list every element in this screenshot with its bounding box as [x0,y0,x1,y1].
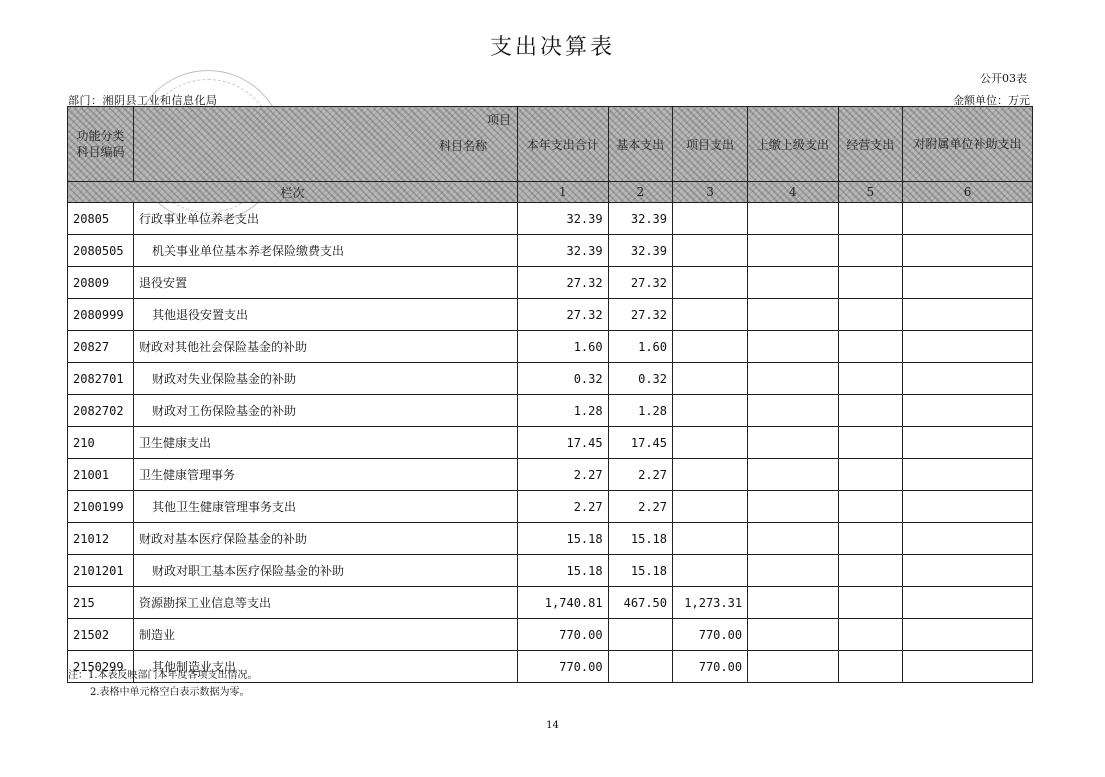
row-total: 2.27 [518,459,609,491]
row-name: 其他制造业支出 [134,651,518,683]
header-item: 项目 [486,113,511,127]
header-subject [134,107,518,182]
row-subsidy [903,203,1033,235]
row-code: 2100199 [68,491,134,523]
row-upper [748,363,839,395]
header-business: 经营支出 [838,107,902,182]
header-subsidy: 对附属单位补助支出 [903,107,1033,182]
row-upper [748,651,839,683]
col-num-2: 2 [608,182,672,203]
table-notes [68,667,258,701]
row-project [673,459,748,491]
row-business [838,267,902,299]
row-subsidy [903,555,1033,587]
row-upper [748,555,839,587]
table-row [68,523,1033,555]
row-project [673,555,748,587]
row-code: 21001 [68,459,134,491]
row-code: 215 [68,587,134,619]
header-total: 本年支出合计 [518,107,609,182]
row-subsidy [903,491,1033,523]
row-basic: 15.18 [608,523,672,555]
table-row [68,459,1033,491]
row-project [673,203,748,235]
row-business [838,331,902,363]
row-total: 1.60 [518,331,609,363]
row-upper [748,587,839,619]
row-total: 15.18 [518,555,609,587]
header-subject-name: 科目名称 [438,139,487,153]
row-project [673,523,748,555]
row-project: 770.00 [673,619,748,651]
page-number: 14 [546,720,559,731]
row-upper [748,235,839,267]
row-business [838,235,902,267]
table-row [68,363,1033,395]
row-basic: 1.60 [608,331,672,363]
row-upper [748,619,839,651]
row-code: 21012 [68,523,134,555]
row-code: 20809 [68,267,134,299]
form-number: 公开03表 [980,72,1027,85]
row-upper [748,491,839,523]
row-code: 2082701 [68,363,134,395]
row-business [838,555,902,587]
row-basic: 32.39 [608,235,672,267]
table-row [68,619,1033,651]
row-basic: 27.32 [608,299,672,331]
row-basic: 27.32 [608,267,672,299]
row-subsidy [903,363,1033,395]
row-upper [748,203,839,235]
row-subsidy [903,331,1033,363]
row-name: 卫生健康管理事务 [134,459,518,491]
row-upper [748,267,839,299]
header-row-label: 栏次 [68,182,518,203]
department-label: 部门：湘阴县工业和信息化局 [68,94,218,107]
row-business [838,395,902,427]
row-subsidy [903,651,1033,683]
row-code: 2082702 [68,395,134,427]
row-upper [748,427,839,459]
row-upper [748,331,839,363]
row-subsidy [903,235,1033,267]
header-project: 项目支出 [673,107,748,182]
row-business [838,523,902,555]
row-total: 0.32 [518,363,609,395]
row-code: 2150299 [68,651,134,683]
row-subsidy [903,587,1033,619]
row-subsidy [903,619,1033,651]
row-code: 20805 [68,203,134,235]
note-2: 2.表格中单元格空白表示数据为零。 [90,687,250,698]
row-total: 2.27 [518,491,609,523]
row-basic: 467.50 [608,587,672,619]
row-project [673,267,748,299]
row-project [673,299,748,331]
row-total: 32.39 [518,203,609,235]
row-total: 1.28 [518,395,609,427]
col-num-3: 3 [673,182,748,203]
row-total: 27.32 [518,267,609,299]
row-code: 210 [68,427,134,459]
row-total: 1,740.81 [518,587,609,619]
row-code: 2080999 [68,299,134,331]
row-business [838,363,902,395]
row-upper [748,459,839,491]
row-project: 1,273.31 [673,587,748,619]
row-basic: 17.45 [608,427,672,459]
row-subsidy [903,459,1033,491]
row-basic [608,619,672,651]
row-name: 退役安置 [134,267,518,299]
table-row [68,427,1033,459]
row-basic: 2.27 [608,491,672,523]
row-business [838,203,902,235]
amount-unit: 金额单位：万元 [953,94,1030,107]
row-total: 27.32 [518,299,609,331]
row-subsidy [903,299,1033,331]
row-name: 财政对职工基本医疗保险基金的补助 [134,555,518,587]
row-business [838,619,902,651]
row-total: 17.45 [518,427,609,459]
row-business [838,427,902,459]
row-name: 财政对工伤保险基金的补助 [134,395,518,427]
table-row [68,555,1033,587]
row-name: 制造业 [134,619,518,651]
table-row [68,267,1033,299]
expenditure-table [67,106,1033,683]
row-code: 2080505 [68,235,134,267]
page-title: 支出决算表 [489,35,615,60]
row-name: 财政对其他社会保险基金的补助 [134,331,518,363]
row-basic: 0.32 [608,363,672,395]
row-code: 20827 [68,331,134,363]
table-row [68,491,1033,523]
row-project [673,427,748,459]
row-total: 770.00 [518,651,609,683]
row-basic: 2.27 [608,459,672,491]
row-project: 770.00 [673,651,748,683]
col-num-1: 1 [518,182,609,203]
row-basic [608,651,672,683]
row-name: 卫生健康支出 [134,427,518,459]
table-row [68,395,1033,427]
row-upper [748,395,839,427]
row-name: 财政对失业保险基金的补助 [134,363,518,395]
table-row [68,203,1033,235]
row-basic: 15.18 [608,555,672,587]
header-upper: 上缴上级支出 [748,107,839,182]
row-subsidy [903,523,1033,555]
row-project [673,235,748,267]
col-num-5: 5 [838,182,902,203]
row-subsidy [903,427,1033,459]
row-project [673,331,748,363]
row-total: 770.00 [518,619,609,651]
col-num-4: 4 [748,182,839,203]
row-name: 机关事业单位基本养老保险缴费支出 [134,235,518,267]
row-business [838,459,902,491]
row-name: 其他卫生健康管理事务支出 [134,491,518,523]
row-business [838,299,902,331]
row-name: 行政事业单位养老支出 [134,203,518,235]
row-upper [748,299,839,331]
row-code: 21502 [68,619,134,651]
table-row [68,299,1033,331]
row-subsidy [903,395,1033,427]
row-project [673,363,748,395]
row-name: 财政对基本医疗保险基金的补助 [134,523,518,555]
col-num-6: 6 [903,182,1033,203]
header-basic: 基本支出 [608,107,672,182]
table-row [68,587,1033,619]
row-code: 2101201 [68,555,134,587]
row-business [838,651,902,683]
row-total: 32.39 [518,235,609,267]
table-row [68,235,1033,267]
row-project [673,395,748,427]
row-upper [748,523,839,555]
row-total: 15.18 [518,523,609,555]
row-subsidy [903,267,1033,299]
row-business [838,491,902,523]
header-func-code: 功能分类科目编码 [68,107,134,182]
row-name: 资源勘探工业信息等支出 [134,587,518,619]
row-business [838,587,902,619]
row-project [673,491,748,523]
table-row [68,331,1033,363]
note-1: 注：1.本表反映部门本年度各项支出情况。 [68,670,258,681]
row-basic: 1.28 [608,395,672,427]
row-name: 其他退役安置支出 [134,299,518,331]
row-basic: 32.39 [608,203,672,235]
